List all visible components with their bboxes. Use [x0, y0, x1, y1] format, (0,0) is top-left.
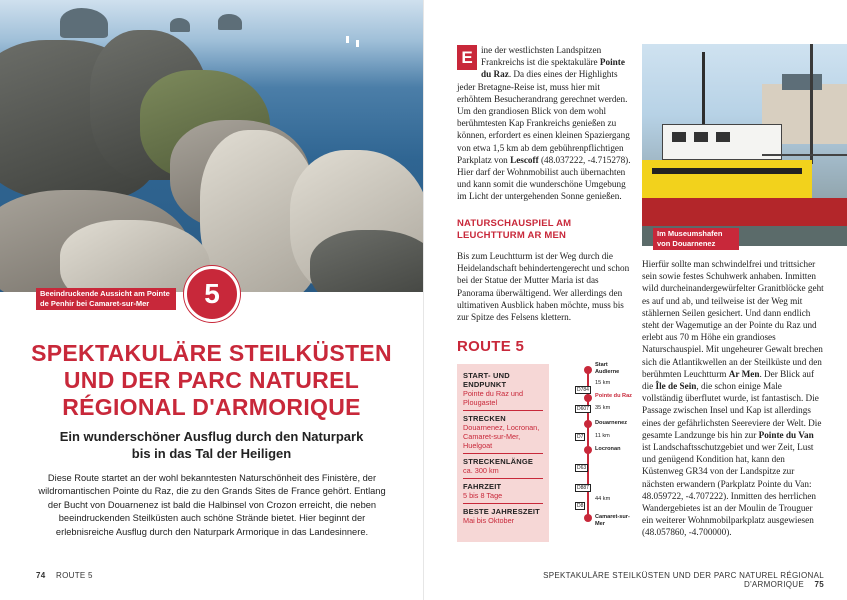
distance-label: 35 km	[595, 405, 611, 411]
route-number-badge: 5	[184, 266, 240, 322]
length-value: ca. 300 km	[463, 466, 499, 475]
place-name: Pointe du Van	[758, 429, 814, 440]
text-run: . Da dies eines der Highlights jeder Bretagne-Reise ist, muss hier mit erhöhtem Besucherandrang gerechnet werden. Um den grandiosen Blick von dem wohl berühmtesten Kap Frankreichs genießen zu können, erfordert es einen kleinen Spaziergang von etwa 1,5 km ab dem gebührenpflichtigen Parkplatz von	[457, 69, 630, 165]
heading-line: LEUCHTTURM AR MEN	[457, 230, 567, 241]
map-start-place: Audierne	[595, 369, 620, 375]
map-place: Camaret-sur-Mer	[595, 514, 630, 527]
caption-line: von Douarnenez	[657, 239, 716, 248]
article-column-1	[457, 44, 635, 203]
stop-marker	[584, 420, 592, 428]
photo-caption	[653, 228, 739, 250]
divider	[463, 410, 543, 411]
page-footer-left	[36, 571, 93, 580]
caption-line: Im Museumshafen	[657, 229, 723, 238]
stations-value: Douarnenez, Locronan, Camaret-sur-Mer, Huelgoat	[463, 423, 540, 450]
distance-label: 44 km	[595, 496, 611, 502]
distance-label: 15 km	[595, 380, 611, 386]
stop-marker	[584, 446, 592, 454]
caption-line: Beeindruckende Aussicht am Pointe	[40, 289, 170, 298]
season-label: BESTE JAHRESZEIT	[463, 507, 540, 516]
text-run: ist Landschaftsschutzgebiet und wer Zeit, Lust und genügend Kondition hat, kann den Küstenweg GR34 von der Landspitze zur nächsten erwandern (Parkplatz Pointe du Van: 48.059722, -4.707222). Inmitten des herrlichen Wandergebietes ist an der Moulin de Trouguer ein weiterer Wohnmobilparkplatz ausgewiesen (48.057860, -4.700000).	[642, 442, 817, 538]
start-value: Pointe du Raz und Plougastel	[463, 389, 524, 407]
route-facts-panel	[457, 364, 549, 542]
subtitle	[40, 428, 383, 462]
divider	[463, 478, 543, 479]
left-page	[0, 0, 423, 600]
duration-value: 5 bis 8 Tage	[463, 491, 503, 500]
subtitle-line: bis in das Tal der Heiligen	[131, 446, 292, 461]
place-name: Lescoff	[510, 154, 539, 165]
harbor-ship-photo	[642, 44, 847, 246]
road-sign: D63	[577, 465, 587, 471]
stop-marker	[584, 366, 592, 374]
stop-marker	[584, 514, 592, 522]
subtitle-line: Ein wunderschöner Ausflug durch den Naturpark	[59, 429, 364, 444]
place-name: Île de Sein	[655, 381, 697, 392]
route-info-box	[457, 338, 635, 546]
title-line: RÉGIONAL D'ARMORIQUE	[62, 394, 361, 420]
road-sign: D887	[577, 485, 589, 491]
start-label: START- UND ENDPUNKT	[463, 371, 510, 389]
map-place: Pointe du Raz	[595, 393, 632, 399]
text-run: Hierfür sollte man schwindelfrei und trittsicher sein sowie festes Schuhwerk anhaben. Inmitten wild durcheinandergewürfelter Granitblöcke geht es auf und ab, und teilweise ist der Weg mit stählernen Seilen gesichert. Und dann endlich steht der Wagemutige an der Pointe du Raz und erlebt aus 70 m Höhe ein grandioses Naturschauspiel. Mit ungeheurer Gewalt brechen sich die Atlantikwellen an der Steilküste und den berühmten Leuchtturm	[642, 259, 824, 379]
route-map-schematic	[553, 360, 635, 544]
coastal-cliffs-photo	[0, 0, 423, 292]
text-run: (48.037222, -4.715278). Hier darf der Wohnmobilist auch übernachten und kann somit die wunderschöne Umgebung im Licht der untergehenden Sonne genießen.	[457, 154, 631, 202]
length-label: STRECKENLÄNGE	[463, 457, 534, 466]
map-place: Locronan	[595, 446, 621, 452]
text-run: ine der westlichsten Landspitzen Frankreichs ist die spektakuläre	[481, 45, 602, 68]
running-footer: SPEKTAKULÄRE STEILKÜSTEN UND DER PARC NATUREL RÉGIONAL D'ARMORIQUE	[543, 571, 824, 589]
right-page	[424, 0, 847, 600]
page-number: 74	[36, 571, 46, 580]
stop-marker	[584, 394, 592, 402]
place-name: Pointe du Raz	[481, 57, 625, 80]
caption-line: de Penhir bei Camaret-sur-Mer	[40, 299, 150, 308]
route-box-title: ROUTE 5	[457, 338, 525, 355]
page-footer-right	[484, 571, 824, 589]
title-line: SPEKTAKULÄRE STEILKÜSTEN	[31, 340, 392, 366]
map-place: Douarnenez	[595, 420, 628, 426]
text-run: . Der Blick auf die	[642, 368, 815, 392]
season-value: Mai bis Oktober	[463, 516, 515, 525]
road-sign: D784	[577, 387, 589, 393]
drop-cap: E	[457, 45, 477, 70]
road-sign: D8	[577, 503, 584, 509]
heading-line: NATURSCHAUSPIEL AM	[457, 218, 572, 229]
photo-caption	[36, 288, 176, 310]
title-line: UND DER PARC NATUREL	[63, 367, 360, 393]
article-column-2	[642, 258, 824, 539]
section-heading	[457, 218, 635, 242]
divider	[463, 503, 543, 504]
running-footer: ROUTE 5	[56, 571, 93, 580]
map-start-label: Start	[595, 362, 608, 368]
section-paragraph: Bis zum Leuchtturm ist der Weg durch die Heidelandschaft behindertengerecht und schon bei der Statue der Mutter Maria ist das Panorama überwältigend. Wer allerdings den ultimativen Ausblick haben möchte, muss bis zur Spitze des Felsens klettern.	[457, 251, 630, 323]
intro-text: Diese Route startet an der wohl bekanntesten Naturschönheit des Finistère, der wildromantischen Pointe du Raz, die zu den Grands Sites de France gehört. Entlang der Bucht von Douarnenez ist bald die Halbinsel von Crozon erreicht, die neben beeindruckenden Steilküsten auch schöne Strände bietet. Hier beginnt der erlebnisreiche Ausflug durch den Naturpark Armorique in das Landesinnere.	[38, 473, 386, 537]
place-name: Ar Men	[728, 368, 760, 379]
lead-paragraph	[457, 44, 635, 203]
stations-label: STRECKEN	[463, 414, 506, 423]
duration-label: FAHRZEIT	[463, 482, 502, 491]
distance-label: 11 km	[595, 433, 610, 439]
page-number: 75	[814, 580, 824, 589]
text-run: , die schon einige Male vollständig überflutet wurde, ist fantastisch. Die Passage zwischen Insel und Kap ist allerdings eines der gefährlichsten Seereviere der Welt. Die gesamte Landzunge bis hin zur	[642, 381, 822, 440]
page-title	[20, 340, 403, 421]
road-sign: D7	[577, 434, 584, 440]
road-sign: D607	[577, 406, 589, 412]
divider	[463, 453, 543, 454]
